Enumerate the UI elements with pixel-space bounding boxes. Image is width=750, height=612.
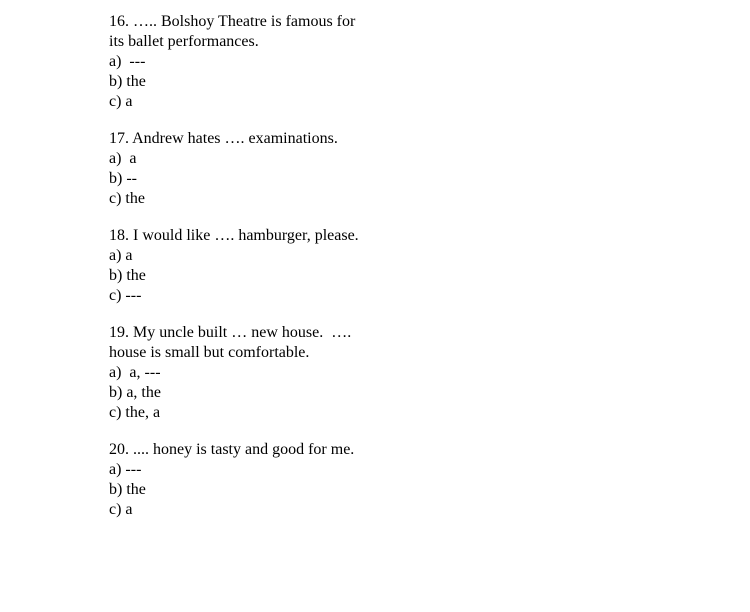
question-stem-line: 18. I would like …. hamburger, please. bbox=[109, 227, 359, 244]
question-17 bbox=[109, 129, 409, 209]
question-stem-line: 16. ….. Bolshoy Theatre is famous for bbox=[109, 13, 356, 30]
answer-option: b) -- bbox=[109, 170, 137, 187]
question-stem-line: 17. Andrew hates …. examinations. bbox=[109, 130, 338, 147]
worksheet bbox=[109, 12, 409, 537]
question-16 bbox=[109, 12, 409, 112]
answer-option: a) a, --- bbox=[109, 364, 161, 381]
answer-option: a) a bbox=[109, 247, 133, 264]
answer-option: b) the bbox=[109, 267, 146, 284]
answer-option: c) the bbox=[109, 190, 145, 207]
answer-option: b) the bbox=[109, 481, 146, 498]
question-stem-line: 20. .... honey is tasty and good for me. bbox=[109, 441, 355, 458]
question-stem-line: its ballet performances. bbox=[109, 33, 259, 50]
answer-option: c) --- bbox=[109, 287, 142, 304]
question-stem-line: 19. My uncle built … new house. …. bbox=[109, 324, 352, 341]
question-20 bbox=[109, 440, 409, 520]
answer-option: c) a bbox=[109, 501, 133, 518]
answer-option: b) a, the bbox=[109, 384, 161, 401]
question-stem-line: house is small but comfortable. bbox=[109, 344, 310, 361]
answer-option: a) a bbox=[109, 150, 137, 167]
answer-option: c) the, a bbox=[109, 404, 161, 421]
answer-option: c) a bbox=[109, 93, 133, 110]
question-19 bbox=[109, 323, 409, 423]
answer-option: a) --- bbox=[109, 53, 146, 70]
answer-option: a) --- bbox=[109, 461, 142, 478]
question-18 bbox=[109, 226, 409, 306]
answer-option: b) the bbox=[109, 73, 146, 90]
